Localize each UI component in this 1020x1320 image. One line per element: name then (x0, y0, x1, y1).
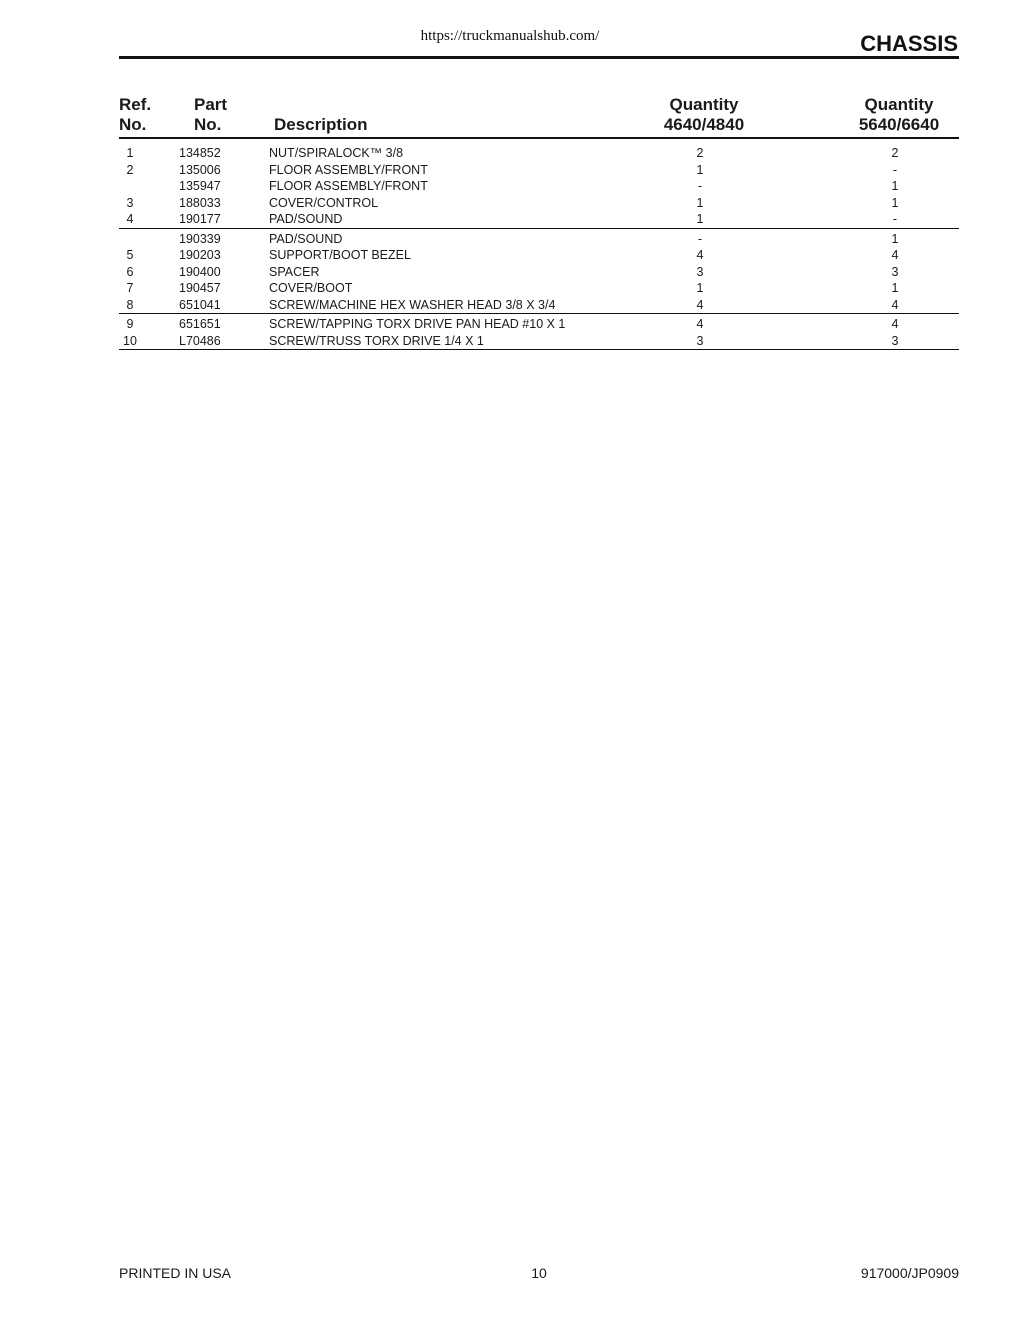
description: FLOOR ASSEMBLY/FRONT (269, 179, 428, 193)
qty-4640: 2 (696, 146, 704, 160)
ref-header-line1: Ref. (119, 95, 152, 114)
part-no: 134852 (179, 146, 221, 160)
table-row (119, 264, 959, 281)
qty-4640: 1 (696, 195, 704, 210)
part-no-header (194, 95, 227, 135)
qty1-header-line1: Quantity (669, 95, 739, 114)
ref-no: 5 (126, 248, 134, 262)
header-rule (119, 137, 959, 139)
description: SPACER (269, 264, 320, 279)
qty-5640: 3 (891, 264, 899, 279)
part-no: 190203 (179, 248, 221, 262)
qty-5640: 1 (891, 281, 899, 295)
qty-4640: 4 (696, 297, 704, 312)
ref-header-line2: No. (119, 115, 147, 134)
page-number: 10 (531, 1265, 547, 1281)
part-no: 651651 (179, 317, 221, 331)
printed-in-label: PRINTED IN USA (119, 1265, 232, 1281)
qty-4640: - (697, 179, 703, 193)
qty-5640: 1 (891, 195, 899, 210)
qty-4640: - (697, 231, 703, 246)
ref-no: 2 (126, 162, 134, 177)
ref-no: 1 (126, 146, 134, 160)
description: SCREW/MACHINE HEX WASHER HEAD 3/8 X 3/4 (269, 297, 556, 312)
qty-4640: 1 (696, 162, 704, 177)
ref-no: 4 (126, 212, 134, 226)
description: PAD/SOUND (269, 231, 343, 246)
table-row (119, 195, 959, 212)
table-row (119, 280, 959, 297)
part-no: 190457 (179, 281, 221, 295)
description: FLOOR ASSEMBLY/FRONT (269, 162, 428, 177)
qty-4640: 4 (696, 317, 704, 331)
quantity-4640-header (659, 95, 749, 135)
quantity-5640-header (854, 95, 944, 135)
qty-5640: 1 (891, 179, 899, 193)
qty1-header-line2: 4640/4840 (663, 115, 745, 134)
description: NUT/SPIRALOCK™ 3/8 (269, 146, 404, 160)
description: PAD/SOUND (269, 212, 343, 226)
qty-4640: 1 (696, 212, 704, 226)
description: COVER/CONTROL (269, 195, 379, 210)
description: COVER/BOOT (269, 281, 353, 295)
part-header-line2: No. (194, 115, 222, 134)
qty-4640: 1 (696, 281, 704, 295)
ref-no: 7 (126, 281, 134, 295)
ref-no-header (119, 95, 151, 135)
qty-5640: 2 (891, 146, 899, 160)
section-title: CHASSIS (860, 31, 958, 56)
table-row (119, 145, 959, 162)
page-footer (119, 1265, 959, 1283)
part-no: 190400 (179, 264, 221, 279)
parts-table-body (119, 145, 959, 352)
ref-no: 10 (123, 333, 137, 348)
qty-5640: 4 (891, 248, 899, 262)
qty-5640: 4 (891, 297, 899, 312)
description-header: Description (274, 115, 368, 134)
source-url: https://truckmanualshub.com/ (420, 28, 600, 44)
part-no: 188033 (179, 195, 221, 210)
description: SCREW/TRUSS TORX DRIVE 1/4 X 1 (269, 333, 484, 348)
part-no: 135006 (179, 162, 221, 177)
table-row (119, 211, 959, 229)
qty2-header-line2: 5640/6640 (858, 115, 940, 134)
table-row (119, 333, 959, 351)
part-no: 190177 (179, 212, 221, 226)
qty-5640: 3 (891, 333, 899, 348)
part-no: 651041 (179, 297, 221, 312)
description: SCREW/TAPPING TORX DRIVE PAN HEAD #10 X 1 (269, 317, 566, 331)
part-no: L70486 (179, 333, 221, 348)
top-rule (119, 56, 959, 59)
table-row (119, 247, 959, 264)
document-code: 917000/JP0909 (860, 1265, 959, 1281)
ref-no: 6 (126, 264, 134, 279)
qty-5640: 1 (891, 231, 899, 246)
qty2-header-line1: Quantity (864, 95, 934, 114)
qty-4640: 4 (696, 248, 704, 262)
table-row (119, 297, 959, 315)
table-row (119, 178, 959, 195)
ref-no: 9 (126, 317, 134, 331)
part-header-line1: Part (194, 95, 228, 114)
qty-5640: - (892, 212, 898, 226)
qty-4640: 3 (696, 333, 704, 348)
qty-5640: - (892, 162, 898, 177)
ref-no: 8 (126, 297, 134, 312)
qty-4640: 3 (696, 264, 704, 279)
table-row (119, 231, 959, 248)
description: SUPPORT/BOOT BEZEL (269, 248, 411, 262)
qty-5640: 4 (891, 317, 899, 331)
table-header (119, 95, 959, 138)
part-no: 190339 (179, 231, 221, 246)
part-no: 135947 (179, 179, 221, 193)
table-row (119, 162, 959, 179)
table-row (119, 316, 959, 333)
ref-no: 3 (126, 195, 134, 210)
